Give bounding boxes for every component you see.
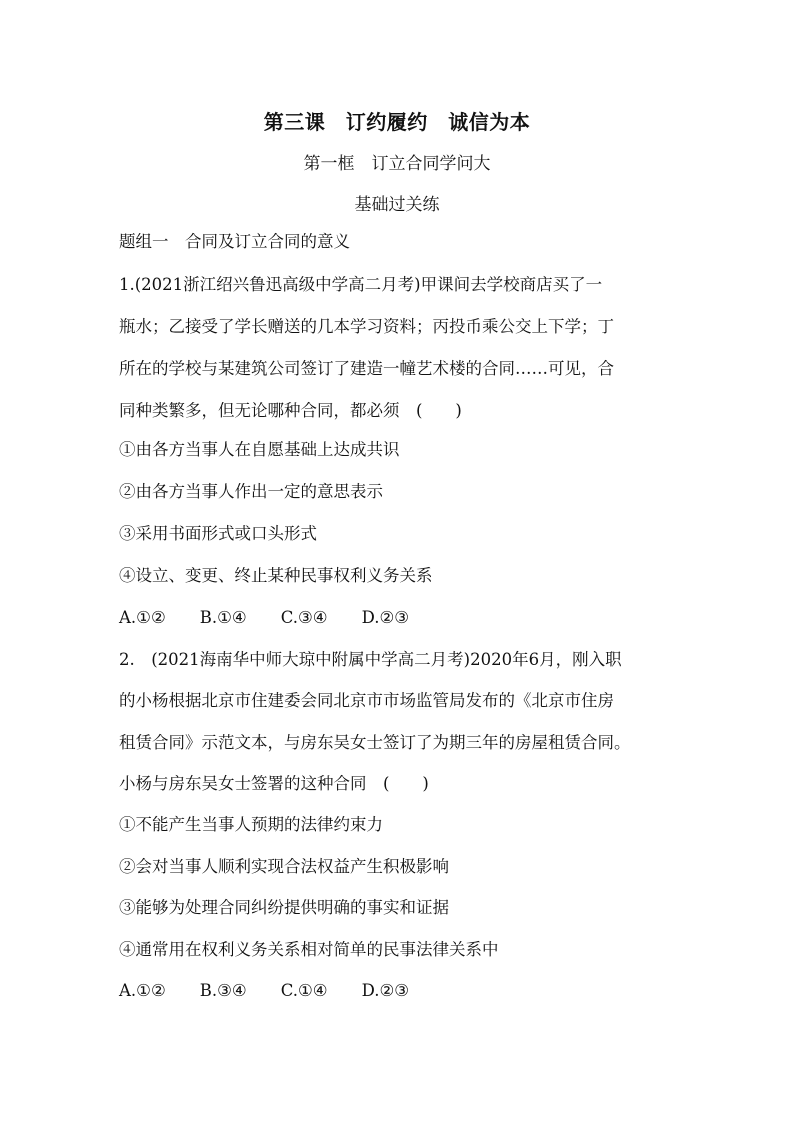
q2-choice-a[interactable]: A.①② [119,981,166,1000]
q1-choice-b[interactable]: B.①④ [199,608,247,627]
q1-stem-line-4: 同种类繁多，但无论哪种合同，都必须 ( ) [119,401,462,420]
q1-choice-a[interactable]: A.①② [119,608,166,627]
q1-statement-3: ③采用书面形式或口头形式 [119,524,317,543]
q1-choice-c[interactable]: C.③④ [280,608,328,627]
q1-statement-2: ②由各方当事人作出一定的意思表示 [119,482,383,501]
q2-stem-line-2: 的小杨根据北京市住建委会同北京市市场监管局发布的《北京市住房 [119,691,614,710]
q2-statement-4: ④通常用在权利义务关系相对简单的民事法律关系中 [119,940,499,959]
q2-answer-choices [119,980,679,1002]
q2-statement-3: ③能够为处理合同纠纷提供明确的事实和证据 [119,898,449,917]
q2-statement-1: ①不能产生当事人预期的法律约束力 [119,815,383,834]
q1-stem-line-1: 1.(2021浙江绍兴鲁迅高级中学高二月考)甲课间去学校商店买了一 [119,275,603,294]
q2-stem-line-4: 小杨与房东吴女士签署的这种合同 ( ) [119,774,429,793]
q1-statement-4: ④设立、变更、终止某种民事权利义务关系 [119,566,433,585]
lesson-title: 第三课 订约履约 诚信为本 [263,110,531,134]
question-group-title: 题组一 合同及订立合同的意义 [119,232,350,251]
q1-stem-line-3: 所在的学校与某建筑公司签订了建造一幢艺术楼的合同……可见，合 [119,359,614,378]
section-heading: 基础过关练 [354,195,440,215]
q1-answer-choices [119,607,679,629]
q1-statement-1: ①由各方当事人在自愿基础上达成共识 [119,440,400,459]
q2-choice-c[interactable]: C.①④ [280,981,328,1000]
q2-statement-2: ②会对当事人顺利实现合法权益产生积极影响 [119,857,449,876]
q2-choice-d[interactable]: D.②③ [361,981,410,1000]
q2-stem-line-1: 2. (2021海南华中师大琼中附属中学高二月考)2020年6月，刚入职 [119,650,622,669]
q2-choice-b[interactable]: B.③④ [199,981,247,1000]
q2-stem-line-3: 租赁合同》示范文本，与房东吴女士签订了为期三年的房屋租赁合同。 [119,733,631,752]
lesson-subtitle: 第一框 订立合同学问大 [303,154,491,174]
q1-stem-line-2: 瓶水；乙接受了学长赠送的几本学习资料；丙投币乘公交上下学；丁 [119,317,614,336]
q1-choice-d[interactable]: D.②③ [361,608,410,627]
